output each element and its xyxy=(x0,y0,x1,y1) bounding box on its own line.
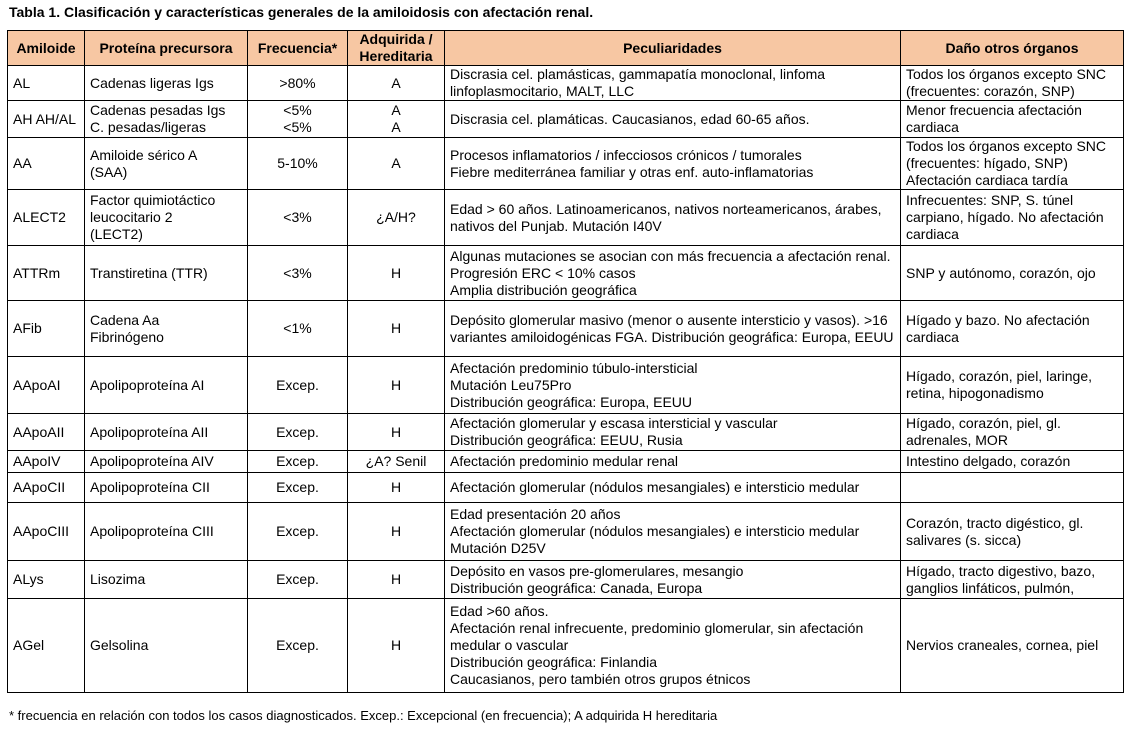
table-row xyxy=(8,473,1124,503)
cell-amiloide: AApoCII xyxy=(8,473,85,503)
cell-amiloide: ATTRm xyxy=(8,246,85,301)
cell-peculiaridades: Discrasia cel. plamáticas. Caucasianos, edad 60-65 años. xyxy=(445,101,901,138)
cell-peculiaridades: Afectación predominio túbulo-intersticial Mutación Leu75Pro Distribución geográfica: Europa, EEUU xyxy=(445,357,901,414)
table-row xyxy=(8,301,1124,357)
cell-peculiaridades: Depósito en vasos pre-glomerulares, mesangio Distribución geográfica: Canada, Europa xyxy=(445,561,901,599)
cell-peculiaridades: Discrasia cel. plamásticas, gammapatía monoclonal, linfoma linfoplasmocitario, MALT, LLC xyxy=(445,66,901,101)
table-row xyxy=(8,66,1124,101)
table-row xyxy=(8,138,1124,190)
header-proteina: Proteína precursora xyxy=(85,31,248,66)
cell-dano: Menor frecuencia afectación cardiaca xyxy=(901,101,1124,138)
cell-dano: Intestino delgado, corazón xyxy=(901,451,1124,473)
cell-frecuencia: 5-10% xyxy=(248,138,348,190)
cell-adquirida: H xyxy=(348,599,445,693)
cell-proteina: Factor quimiotáctico leucocitario 2 (LECT2) xyxy=(85,190,248,246)
table-row xyxy=(8,414,1124,451)
header-frecuencia: Frecuencia* xyxy=(248,31,348,66)
cell-frecuencia: Excep. xyxy=(248,599,348,693)
cell-proteina: Apolipoproteína AIV xyxy=(85,451,248,473)
table-row xyxy=(8,246,1124,301)
cell-dano: Todos los órganos excepto SNC (frecuentes: corazón, SNP) xyxy=(901,66,1124,101)
cell-adquirida: H xyxy=(348,503,445,561)
table-row xyxy=(8,599,1124,693)
cell-amiloide: AApoCIII xyxy=(8,503,85,561)
cell-peculiaridades: Afectación glomerular y escasa intersticial y vascular Distribución geográfica: EEUU, Rusia xyxy=(445,414,901,451)
cell-peculiaridades: Afectación predominio medular renal xyxy=(445,451,901,473)
cell-proteina: Cadena Aa Fibrinógeno xyxy=(85,301,248,357)
cell-dano: Infrecuentes: SNP, S. túnel carpiano, hígado. No afectación cardiaca xyxy=(901,190,1124,246)
cell-proteina: Gelsolina xyxy=(85,599,248,693)
header-amiloide: Amiloide xyxy=(8,31,85,66)
cell-peculiaridades: Edad >60 años. Afectación renal infrecuente, predominio glomerular, sin afectación medular o vascular Distribución geográfica: Finlandia Caucasianos, pero también otros grupos étnicos xyxy=(445,599,901,693)
table-title: Tabla 1. Clasificación y características generales de la amiloidosis con afectación renal. xyxy=(9,4,594,20)
cell-frecuencia: <3% xyxy=(248,246,348,301)
table-header-row xyxy=(8,31,1124,66)
table-row xyxy=(8,503,1124,561)
cell-frecuencia: Excep. xyxy=(248,561,348,599)
cell-dano: Hígado, tracto digestivo, bazo, ganglios linfáticos, pulmón, xyxy=(901,561,1124,599)
table-row xyxy=(8,190,1124,246)
cell-peculiaridades: Edad > 60 años. Latinoamericanos, nativos norteamericanos, árabes, nativos del Punjab. Mutación I40V xyxy=(445,190,901,246)
cell-proteina: Apolipoproteína AII xyxy=(85,414,248,451)
cell-amiloide: AGel xyxy=(8,599,85,693)
header-dano: Daño otros órganos xyxy=(901,31,1124,66)
cell-peculiaridades: Depósito glomerular masivo (menor o ausente intersticio y vasos). >16 variantes amiloidogénicas FGA. Distribución geográfica: Europa, EEUU xyxy=(445,301,901,357)
header-adquirida: Adquirida / Hereditaria xyxy=(348,31,445,66)
cell-amiloide: AApoIV xyxy=(8,451,85,473)
cell-dano: Hígado, corazón, piel, laringe, retina, hipogonadismo xyxy=(901,357,1124,414)
cell-dano: Hígado y bazo. No afectación cardiaca xyxy=(901,301,1124,357)
cell-proteina: Lisozima xyxy=(85,561,248,599)
cell-peculiaridades: Procesos inflamatorios / infecciosos crónicos / tumorales Fiebre mediterránea familiar y otras enf. auto-inflamatorias xyxy=(445,138,901,190)
cell-proteina: Transtiretina (TTR) xyxy=(85,246,248,301)
cell-frecuencia: >80% xyxy=(248,66,348,101)
cell-adquirida: A xyxy=(348,66,445,101)
cell-frecuencia: Excep. xyxy=(248,503,348,561)
cell-frecuencia: Excep. xyxy=(248,451,348,473)
cell-adquirida: A A xyxy=(348,101,445,138)
cell-frecuencia: Excep. xyxy=(248,357,348,414)
cell-amiloide: AFib xyxy=(8,301,85,357)
cell-adquirida: H xyxy=(348,301,445,357)
cell-amiloide: AApoAII xyxy=(8,414,85,451)
cell-dano: Todos los órganos excepto SNC (frecuentes: hígado, SNP) Afectación cardiaca tardía xyxy=(901,138,1124,190)
cell-amiloide: AA xyxy=(8,138,85,190)
cell-proteina: Apolipoproteína AI xyxy=(85,357,248,414)
cell-adquirida: H xyxy=(348,357,445,414)
cell-frecuencia: <1% xyxy=(248,301,348,357)
cell-amiloide: AL xyxy=(8,66,85,101)
cell-amiloide: ALECT2 xyxy=(8,190,85,246)
cell-proteina: Cadenas ligeras Igs xyxy=(85,66,248,101)
cell-adquirida: H xyxy=(348,561,445,599)
cell-frecuencia: <5% <5% xyxy=(248,101,348,138)
cell-peculiaridades: Algunas mutaciones se asocian con más frecuencia a afectación renal. Progresión ERC < 10% casos Amplia distribución geográfica xyxy=(445,246,901,301)
cell-dano: Nervios craneales, cornea, piel xyxy=(901,599,1124,693)
cell-amiloide: AH AH/AL xyxy=(8,101,85,138)
cell-frecuencia: <3% xyxy=(248,190,348,246)
cell-amiloide: AApoAI xyxy=(8,357,85,414)
cell-adquirida: ¿A? Senil xyxy=(348,451,445,473)
cell-frecuencia: Excep. xyxy=(248,473,348,503)
cell-adquirida: H xyxy=(348,473,445,503)
cell-dano: Hígado, corazón, piel, gl. adrenales, MOR xyxy=(901,414,1124,451)
cell-adquirida: H xyxy=(348,246,445,301)
table-row xyxy=(8,101,1124,138)
table-row xyxy=(8,451,1124,473)
footnote: * frecuencia en relación con todos los casos diagnosticados. Excep.: Excepcional (en frecuencia); A adquirida H hereditaria xyxy=(9,708,718,723)
table-row xyxy=(8,561,1124,599)
cell-proteina: Apolipoproteína CIII xyxy=(85,503,248,561)
amyloidosis-table xyxy=(7,30,1124,693)
cell-amiloide: ALys xyxy=(8,561,85,599)
header-peculiaridades: Peculiaridades xyxy=(445,31,901,66)
cell-adquirida: H xyxy=(348,414,445,451)
cell-frecuencia: Excep. xyxy=(248,414,348,451)
cell-adquirida: A xyxy=(348,138,445,190)
cell-adquirida: ¿A/H? xyxy=(348,190,445,246)
cell-dano: Corazón, tracto digéstico, gl. salivares (s. sicca) xyxy=(901,503,1124,561)
cell-proteina: Amiloide sérico A (SAA) xyxy=(85,138,248,190)
cell-peculiaridades: Edad presentación 20 años Afectación glomerular (nódulos mesangiales) e intersticio medular Mutación D25V xyxy=(445,503,901,561)
cell-dano xyxy=(901,473,1124,503)
cell-dano: SNP y autónomo, corazón, ojo xyxy=(901,246,1124,301)
cell-proteina: Apolipoproteína CII xyxy=(85,473,248,503)
cell-peculiaridades: Afectación glomerular (nódulos mesangiales) e intersticio medular xyxy=(445,473,901,503)
table-row xyxy=(8,357,1124,414)
cell-proteina: Cadenas pesadas Igs C. pesadas/ligeras xyxy=(85,101,248,138)
